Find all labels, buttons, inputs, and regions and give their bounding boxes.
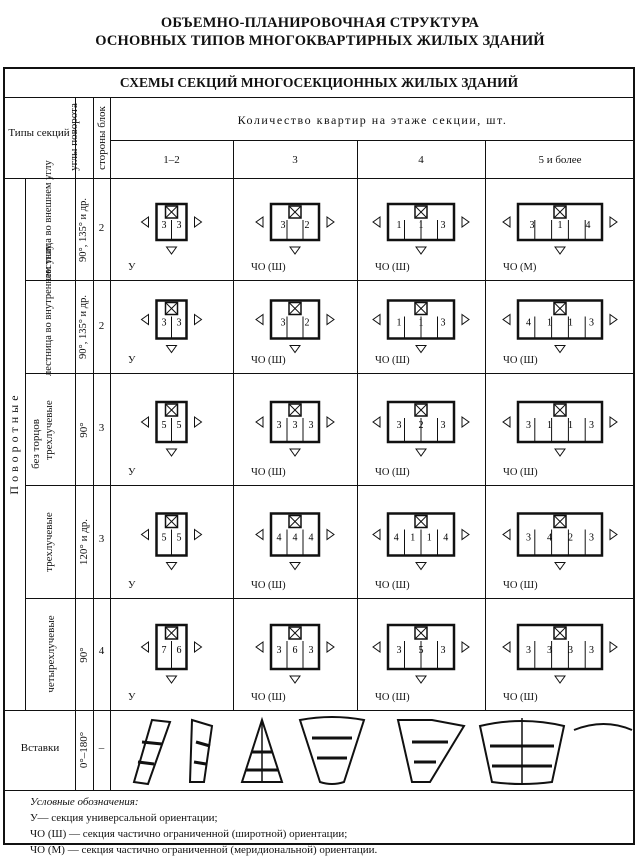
orientation-label: У xyxy=(128,355,136,366)
section-plan xyxy=(357,284,485,355)
room-number: 3 xyxy=(589,645,594,656)
orientation-label: ЧО (Ш) xyxy=(375,580,410,591)
section-plan xyxy=(485,602,635,692)
divider xyxy=(25,373,635,374)
room-number: 3 xyxy=(161,220,167,231)
room-number: 3 xyxy=(440,420,446,431)
orientation-label: ЧО (Ш) xyxy=(375,467,410,478)
room-number: 4 xyxy=(308,532,314,544)
room-number: 3 xyxy=(308,420,314,431)
row2-type: лестница во внутреннем углу xyxy=(43,244,54,376)
room-number: 3 xyxy=(440,317,446,329)
insert-sides: – xyxy=(98,742,105,754)
divider xyxy=(75,97,76,790)
room-number: 3 xyxy=(589,317,594,329)
angles-header: углы поворота xyxy=(68,103,80,171)
room-number: 5 xyxy=(161,532,167,544)
section-plan xyxy=(485,182,635,262)
row1-sides: 2 xyxy=(98,222,105,234)
section-plan xyxy=(233,489,357,580)
room-number: 3 xyxy=(529,220,535,231)
orientation-label: У xyxy=(128,262,136,273)
room-number: 1 xyxy=(418,220,424,231)
orientation-label: ЧО (Ш) xyxy=(251,355,286,366)
divider xyxy=(25,485,635,486)
orientation-label: У xyxy=(128,580,136,591)
table-subtitle: СХЕМЫ СЕКЦИЙ МНОГОСЕКЦИОННЫХ ЖИЛЫХ ЗДАНИЙ xyxy=(119,75,519,90)
insert-drawings xyxy=(112,712,634,788)
orientation-label: У xyxy=(128,467,136,478)
orientation-label: ЧО (Ш) xyxy=(375,355,410,366)
row4-sides: 3 xyxy=(98,533,105,545)
divider xyxy=(110,140,635,141)
room-number: 3 xyxy=(526,420,531,431)
row3-sides: 3 xyxy=(98,422,105,434)
orientation-label: ЧО (Ш) xyxy=(251,692,286,703)
room-number: 3 xyxy=(161,317,167,329)
legend-item-u: У— секция универсальной ориентации; xyxy=(30,812,218,824)
room-number: 1 xyxy=(396,317,402,329)
room-number: 3 xyxy=(176,220,182,231)
orientation-label: ЧО (Ш) xyxy=(251,467,286,478)
col-header-2: 3 xyxy=(292,154,298,166)
divider xyxy=(25,178,26,710)
room-number: 3 xyxy=(280,317,286,329)
orientation-label: У xyxy=(128,692,136,703)
col-header-1: 1–2 xyxy=(163,154,180,166)
legend-heading: Условные обозначения: xyxy=(30,796,139,808)
section-plan xyxy=(357,182,485,262)
row3-type: трехлучевые xyxy=(43,400,55,460)
row5-angle: 90° xyxy=(78,647,90,663)
orientation-label: ЧО (Ш) xyxy=(503,467,538,478)
orientation-label: ЧО (М) xyxy=(503,262,537,273)
section-plan xyxy=(110,489,233,580)
room-number: 1 xyxy=(396,220,402,231)
room-number: 1 xyxy=(418,317,424,329)
quantity-header: Количество квартир на этаже секции, шт. xyxy=(237,113,508,127)
orientation-label: ЧО (Ш) xyxy=(503,692,538,703)
room-number: 3 xyxy=(440,645,446,656)
legend-item-chom: ЧО (М) — секция частично ограниченной (меридиональной) ориентации. xyxy=(30,844,378,856)
room-number: 1 xyxy=(547,317,552,329)
room-number: 4 xyxy=(585,220,591,231)
section-plan xyxy=(110,377,233,467)
room-number: 5 xyxy=(161,420,167,431)
room-number: 4 xyxy=(526,317,531,329)
room-number: 3 xyxy=(589,420,594,431)
room-number: 4 xyxy=(276,532,282,544)
orientation-label: ЧО (Ш) xyxy=(375,262,410,273)
row2-sides: 2 xyxy=(98,320,105,332)
room-number: 3 xyxy=(176,317,182,329)
room-number: 1 xyxy=(568,420,573,431)
room-number: 3 xyxy=(589,532,594,544)
room-number: 1 xyxy=(547,420,552,431)
col-header-3: 4 xyxy=(418,154,424,166)
room-number: 3 xyxy=(276,645,282,656)
divider xyxy=(3,790,635,791)
section-plan xyxy=(485,489,635,580)
section-plan xyxy=(233,182,357,262)
room-number: 3 xyxy=(526,532,531,544)
room-number: 5 xyxy=(176,420,182,431)
row5-sides: 4 xyxy=(98,645,105,657)
insert-label: Вставки xyxy=(20,742,60,754)
insert-angle: 0°–180° xyxy=(78,731,90,769)
room-number: 4 xyxy=(547,532,552,544)
room-number: 4 xyxy=(393,532,399,544)
divider xyxy=(25,598,635,599)
section-plan xyxy=(357,602,485,692)
section-plan xyxy=(233,377,357,467)
room-number: 4 xyxy=(443,532,449,544)
room-number: 6 xyxy=(176,645,182,656)
group-label: Поворотные xyxy=(7,391,21,495)
room-number: 3 xyxy=(526,645,531,656)
row1-angle: 90°, 135° и др. xyxy=(78,198,89,262)
row2-angle: 90°, 135° и др. xyxy=(78,295,89,359)
room-number: 3 xyxy=(547,645,552,656)
room-number: 4 xyxy=(292,532,298,544)
row5-type: четырехлучевые xyxy=(45,615,57,693)
col-header-4: 5 и более xyxy=(538,154,582,166)
section-plan xyxy=(233,284,357,355)
types-header: Типы секций xyxy=(8,127,70,139)
group-sub-label: без торцов xyxy=(30,419,42,469)
room-number: 2 xyxy=(304,317,310,329)
divider xyxy=(25,280,635,281)
orientation-label: ЧО (Ш) xyxy=(375,692,410,703)
room-number: 3 xyxy=(308,645,314,656)
row4-angle: 120° и др. xyxy=(78,518,90,566)
room-number: 3 xyxy=(276,420,282,431)
room-number: 2 xyxy=(568,532,573,544)
room-number: 5 xyxy=(418,645,424,656)
row4-type: трехлучевые xyxy=(43,512,55,572)
orientation-label: ЧО (Ш) xyxy=(251,580,286,591)
section-plan xyxy=(110,182,233,262)
document-title xyxy=(0,14,640,50)
section-plan xyxy=(110,284,233,355)
room-number: 6 xyxy=(292,645,298,656)
room-number: 1 xyxy=(568,317,573,329)
row3-angle: 90° xyxy=(78,422,90,438)
room-number: 2 xyxy=(418,420,424,431)
section-plan xyxy=(485,377,635,467)
divider xyxy=(93,97,94,790)
room-number: 5 xyxy=(176,532,182,544)
title-line-2: ОСНОВНЫХ ТИПОВ МНОГОКВАРТИРНЫХ ЖИЛЫХ ЗДАНИЙ xyxy=(95,33,545,49)
room-number: 3 xyxy=(396,645,402,656)
orientation-label: ЧО (Ш) xyxy=(503,355,538,366)
section-plan xyxy=(110,602,233,692)
room-number: 1 xyxy=(426,532,432,544)
orientation-label: ЧО (Ш) xyxy=(251,262,286,273)
orientation-label: ЧО (Ш) xyxy=(503,580,538,591)
room-number: 3 xyxy=(568,645,573,656)
title-line-1: ОБЪЕМНО-ПЛАНИРОВОЧНАЯ СТРУКТУРА xyxy=(160,15,480,31)
room-number: 7 xyxy=(161,645,167,656)
room-number: 1 xyxy=(410,532,416,544)
section-plan xyxy=(357,489,485,580)
room-number: 2 xyxy=(304,220,310,231)
sides-header: стороны блок xyxy=(96,106,108,170)
legend-item-chosh: ЧО (Ш) — секция частично ограниченной (широтной) ориентации; xyxy=(30,828,348,840)
section-plan xyxy=(357,377,485,467)
row1-type: лестница во внешнем углу xyxy=(43,160,54,279)
room-number: 3 xyxy=(292,420,298,431)
section-plan xyxy=(485,284,635,355)
section-plan xyxy=(233,602,357,692)
room-number: 3 xyxy=(396,420,402,431)
legend xyxy=(30,794,377,858)
divider xyxy=(3,710,635,711)
room-number: 3 xyxy=(440,220,446,231)
room-number: 3 xyxy=(280,220,286,231)
room-number: 1 xyxy=(557,220,563,231)
